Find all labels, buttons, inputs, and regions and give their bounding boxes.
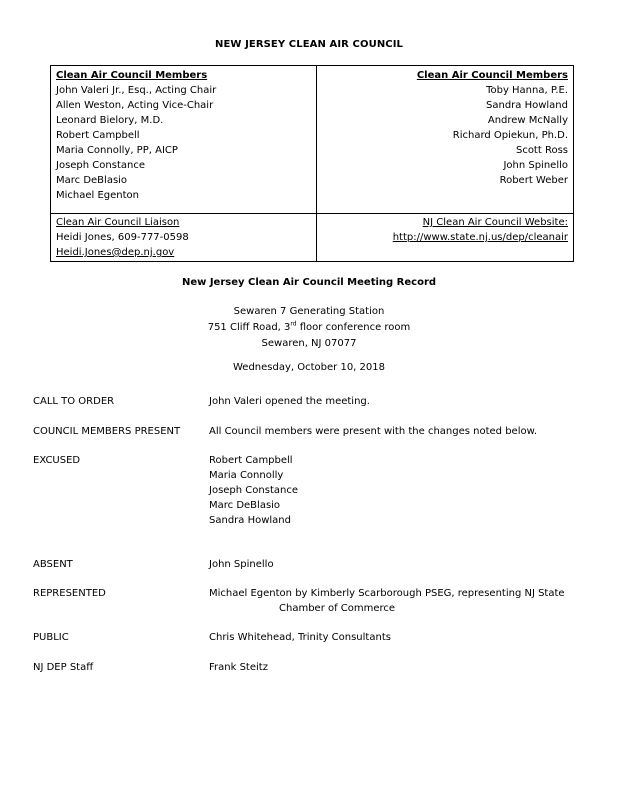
excused-name: Joseph Constance: [209, 485, 298, 496]
location-name: Sewaren 7 Generating Station: [233, 306, 385, 317]
location-city: Sewaren, NJ 07077: [261, 338, 357, 349]
meeting-date: Wednesday, October 10, 2018: [233, 362, 385, 373]
website-cell: [393, 215, 568, 245]
dep-staff-label: NJ DEP Staff: [33, 662, 94, 673]
member-name: Michael Egenton: [56, 190, 140, 201]
excused-list: [209, 453, 298, 528]
member-name: John Spinello: [503, 160, 568, 171]
public-label: PUBLIC: [33, 632, 69, 643]
members-present-label: COUNCIL MEMBERS PRESENT: [33, 426, 181, 437]
member-name: Richard Opiekun, Ph.D.: [452, 130, 568, 141]
meeting-record-title: New Jersey Clean Air Council Meeting Record: [181, 277, 437, 288]
absent-label: ABSENT: [33, 559, 73, 570]
liaison-name: Heidi Jones, 609-777-0598: [56, 232, 189, 243]
page-title: NEW JERSEY CLEAN AIR COUNCIL: [214, 39, 404, 50]
member-name: Marc DeBlasio: [56, 175, 128, 186]
represented-label: REPRESENTED: [33, 588, 106, 599]
public-value: Chris Whitehead, Trinity Consultants: [209, 632, 391, 643]
member-name: Toby Hanna, P.E.: [486, 85, 568, 96]
member-name: Joseph Constance: [56, 160, 145, 171]
liaison-cell: [56, 215, 189, 260]
liaison-email-link[interactable]: Heidi.Jones@dep.nj.gov: [56, 247, 175, 258]
call-to-order-label: CALL TO ORDER: [33, 396, 115, 407]
excused-label: EXCUSED: [33, 455, 81, 466]
absent-value: John Spinello: [209, 559, 274, 570]
website-link[interactable]: http://www.state.nj.us/dep/cleanair: [392, 232, 568, 243]
member-name: Robert Campbell: [56, 130, 140, 141]
member-name: Allen Weston, Acting Vice-Chair: [56, 100, 214, 111]
website-heading: NJ Clean Air Council Website:: [422, 217, 568, 228]
address-part1: 751 Cliff Road, 3: [207, 322, 291, 333]
right-members-cell: [417, 68, 568, 188]
excused-name: Sandra Howland: [209, 515, 291, 526]
member-name: Leonard Bielory, M.D.: [56, 115, 164, 126]
dep-staff-value: Frank Steitz: [209, 662, 268, 673]
excused-name: Maria Connolly: [209, 470, 284, 481]
address-part2: floor conference room: [296, 322, 411, 333]
member-name: Andrew McNally: [487, 115, 568, 126]
represented-line-2: Chamber of Commerce: [279, 603, 396, 614]
left-members-cell: [56, 68, 216, 203]
call-to-order-value: John Valeri opened the meeting.: [209, 396, 370, 407]
excused-name: Marc DeBlasio: [209, 500, 281, 511]
member-name: Robert Weber: [499, 175, 568, 186]
member-name: Scott Ross: [515, 145, 568, 156]
meeting-location: [0, 304, 618, 352]
represented-line-1: Michael Egenton by Kimberly Scarborough PSEG, representing NJ State: [209, 588, 565, 599]
location-address: [0, 320, 618, 336]
right-members-heading: Clean Air Council Members: [416, 70, 568, 81]
member-name: Sandra Howland: [486, 100, 568, 111]
member-name: Maria Connolly, PP, AICP: [56, 145, 178, 156]
address-superscript: rd: [290, 320, 297, 328]
table-divider-vertical: [316, 66, 317, 261]
table-divider-horizontal: [51, 213, 573, 214]
members-present-value: All Council members were present with the changes noted below.: [209, 426, 538, 437]
member-name: John Valeri Jr., Esq., Acting Chair: [56, 85, 217, 96]
liaison-heading: Clean Air Council Liaison: [56, 217, 180, 228]
council-members-table: [50, 65, 574, 262]
left-members-heading: Clean Air Council Members: [56, 70, 208, 81]
excused-name: Robert Campbell: [209, 455, 293, 466]
represented-value: [209, 586, 565, 616]
